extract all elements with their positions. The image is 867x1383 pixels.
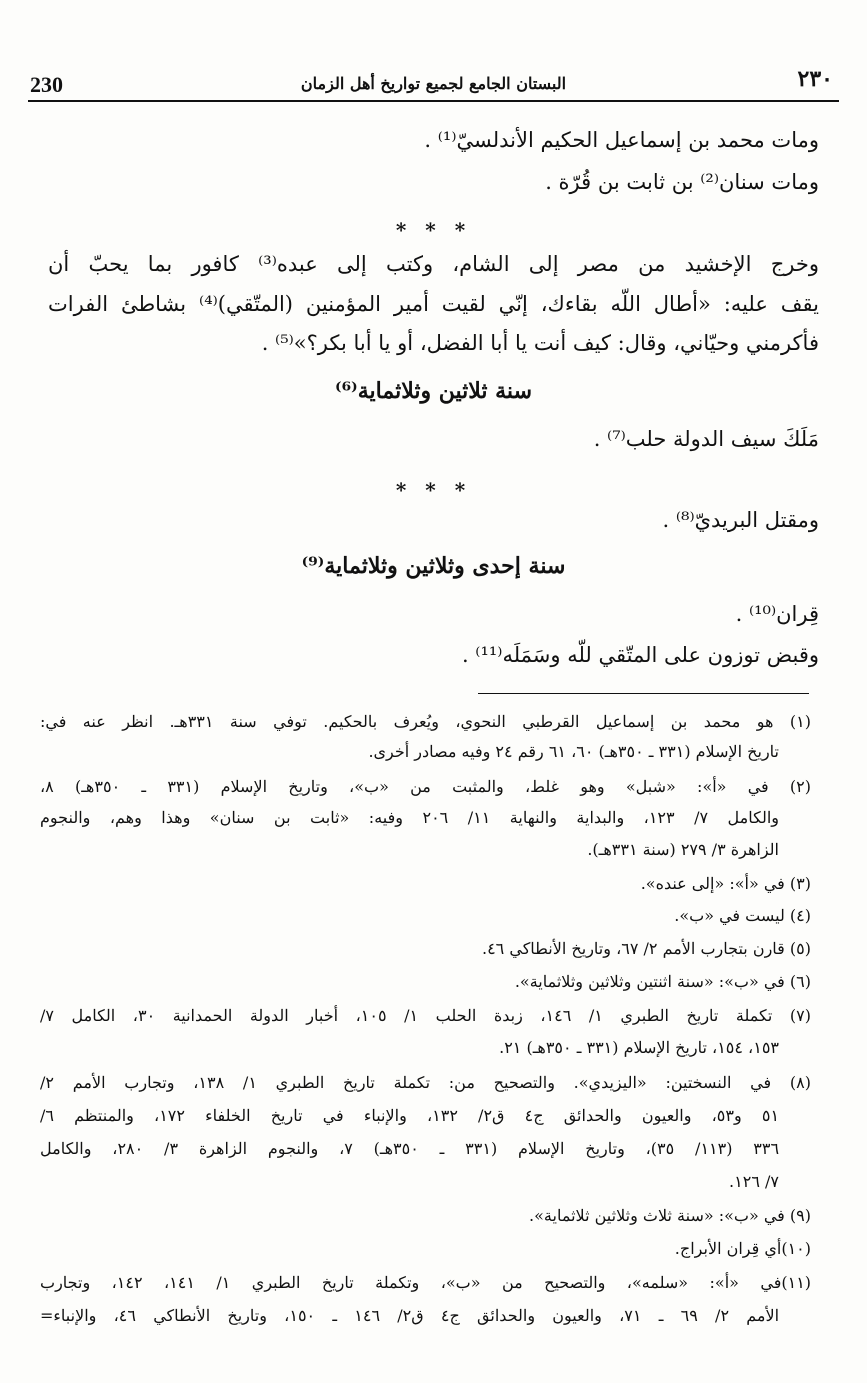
- year-heading: سنة ثلاثين وثلاثماية⁽⁶⁾: [334, 378, 533, 404]
- footnote-line: (٩) في «ب»: «سنة ثلاث وثلاثين ثلاثماية».: [529, 1206, 811, 1225]
- paragraph-line: وخرج الإخشيد من مصر إلى الشام، وكتب إلى عبده⁽³⁾ كافور بما يحبّ أن: [48, 252, 819, 276]
- paragraph-line: يقف عليه: «أطال اللّه بقاءك، إنّي لقيت أمير المؤمنين (المتّقي)⁽⁴⁾ بشاطئ الفرات: [48, 292, 819, 316]
- footnote-line: الزاهرة ٣/ ٢٧٩ (سنة ٣٣١هـ).: [587, 840, 779, 859]
- body-line: مَلَكَ سيف الدولة حلب⁽⁷⁾ .: [593, 427, 819, 451]
- page-header: [28, 66, 839, 102]
- body-line: ومقتل البريديّ⁽⁸⁾ .: [662, 508, 819, 532]
- footnote-line: ٣٣٦ (١١٣/ ٣٥)، وتاريخ الإسلام (٣٣١ ـ ٣٥٠هـ) ٧، والنجوم الزاهرة ٣/ ٢٨٠، والكامل: [40, 1139, 780, 1158]
- year-heading: سنة إحدى وثلاثين وثلاثماية⁽⁹⁾: [301, 553, 566, 579]
- footnote-line: والكامل ٧/ ١٢٣، والبداية والنهاية ١١/ ٢٠٦ وفيه: «ثابت بن سنان» وهذا وهم، والنجوم: [40, 808, 780, 827]
- footnote-line: (٨) في النسختين: «اليزيدي». والتصحيح من: تكملة تاريخ الطبري ١/ ١٣٨، وتجارب الأمم ٢/: [40, 1073, 811, 1092]
- footnote-line: (٧) تكملة تاريخ الطبري ١/ ١٤٦، زبدة الحلب ١/ ١٠٥، أخبار الدولة الحمدانية ٣٠، الكامل ٧/: [40, 1006, 811, 1025]
- paragraph-line: فأكرمني وحيّاني، وقال: كيف أنت يا أبا الفضل، أو يا أبا بكر؟»⁽⁵⁾ .: [261, 331, 819, 355]
- footnote-line: (٣) في «أ»: «إلى عنده».: [640, 874, 811, 893]
- section-separator: * * *: [395, 478, 472, 502]
- footnote-line: (٢) في «أ»: «شبل» وهو غلط، والمثبت من «ب»، وتاريخ الإسلام (٣٣١ ـ ٣٥٠هـ) ٨،: [40, 777, 812, 796]
- page-number-arabic: ٢٣٠: [797, 66, 833, 92]
- footnote-line: (٤) ليست في «ب».: [674, 906, 811, 925]
- section-separator: * * *: [395, 218, 472, 242]
- footnote-line: ١٥٣، ١٥٤، تاريخ الإسلام (٣٣١ ـ ٣٥٠هـ) ٢١.: [499, 1038, 779, 1057]
- body-line: ومات محمد بن إسماعيل الحكيم الأندلسيّ⁽¹⁾ .: [424, 128, 819, 152]
- footnote-line: الأمم ٢/ ٦٩ ـ ٧١، والعيون والحدائق ج٤ ق٢/ ١٤٦ ـ ١٥٠، وتاريخ الأنطاكي ٤٦، والإنباء=: [40, 1306, 780, 1325]
- page-number-latin: 230: [30, 72, 63, 97]
- footnote-line: ٥١ و٥٣، والعيون والحدائق ج٤ ق٢/ ١٣٢، والإنباء في تاريخ الخلفاء ١٧٢، والمنتظم ٦/: [40, 1106, 780, 1125]
- footnote-line: (١) هو محمد بن إسماعيل القرطبي النحوي، ويُعرف بالحكيم. توفي سنة ٣٣١هـ. انظر عنه في:: [40, 712, 811, 731]
- footnote-line: (١١)في «أ»: «سلمه»، والتصحيح من «ب»، وتكملة تاريخ الطبري ١/ ١٤١، ١٤٢، وتجارب: [40, 1273, 812, 1292]
- footnote-separator: [478, 693, 809, 694]
- footnote-line: ٧/ ١٢٦.: [729, 1172, 779, 1191]
- footnote-line: (٦) في «ب»: «سنة اثنتين وثلاثين وثلاثماية».: [514, 972, 811, 991]
- body-line: ومات سنان⁽²⁾ بن ثابت بن قُرّة .: [545, 170, 819, 194]
- body-line: قِران⁽¹⁰⁾ .: [735, 602, 819, 626]
- footnote-line: (١٠)أي قِران الأبراج.: [674, 1239, 811, 1258]
- body-line: وقبض توزون على المتّقي للّه وسَمَلَه⁽¹¹⁾ .: [461, 643, 819, 667]
- running-title: البستان الجامع لجميع تواريخ أهل الزمان: [300, 74, 567, 93]
- footnote-line: تاريخ الإسلام (٣٣١ ـ ٣٥٠هـ) ٦٠، ٦١ رقم ٢٤ وفيه مصادر أخرى.: [368, 742, 779, 761]
- footnote-line: (٥) قارن بتجارب الأمم ٢/ ٦٧، وتاريخ الأنطاكي ٤٦.: [481, 939, 811, 958]
